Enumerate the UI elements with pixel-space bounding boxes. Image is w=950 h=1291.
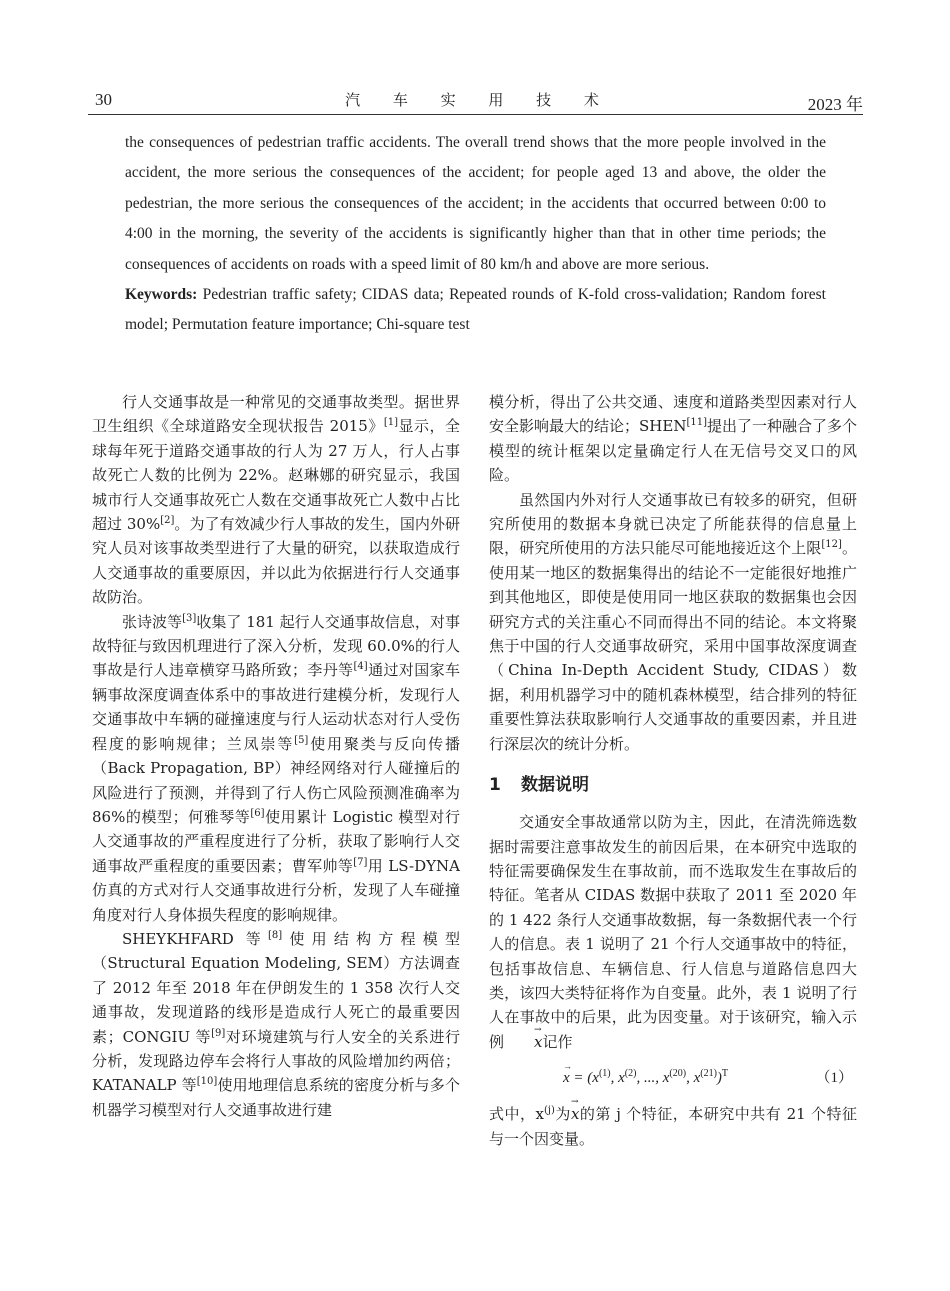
left-column [92, 390, 460, 1122]
header-rule [88, 114, 863, 115]
section-title: 数据说明 [521, 775, 589, 796]
publication-year: 2023 年 [807, 95, 863, 114]
right-column [489, 390, 857, 1151]
section-number: 1 [489, 775, 501, 796]
equation [489, 1054, 857, 1102]
citation: [9] [211, 1027, 226, 1039]
keywords-text: Pedestrian traffic safety; CIDAS data; Repeated rounds of K-fold cross-validation; Random forest model; Permutation feature importance; Chi-square test [125, 286, 826, 334]
keywords [125, 280, 826, 341]
citation: [4] [353, 661, 368, 673]
paragraph: SHEYKHFARD 等[8]使用结构方程模型（Structural Equation Modeling, SEM）方法调查了 2012 年至 2018 年在伊朗发生的 1 358 次行人交通事故，发现道路的线形是造成行人死亡的最重要因素；CONGIU 等[9]对环境建筑与行人安全的关系进行分析，发现路边停车会将行人事故的风险增加约两倍；KATANALP 等[10]使用地理信息系统的密度分析与多个机器学习模型对行人交通事故进行建 [92, 929, 460, 1119]
citation: [7] [353, 856, 368, 868]
citation: [5] [294, 734, 309, 746]
keywords-label: Keywords: [125, 286, 198, 304]
equation-expression: → $x = (x^{(1)}$, $x^{(2)}$, ..., $x^{(20)}$, $x^{(21)})^T$ [563, 1054, 728, 1102]
citation: [1] [383, 417, 399, 429]
paragraph: 模分析，得出了公共交通、速度和道路类型因素对行人安全影响最大的结论；SHEN[11]提出了一种融合了多个模型的统计框架以定量确定行人在无信号交叉口的风险。 [489, 393, 857, 485]
vector-symbol: → x [571, 1102, 579, 1126]
paragraph: 式中，$x^{(j)}$为→ x的第 j 个特征，本研究中共有 21 个特征与一个因变量。 [489, 1102, 857, 1151]
citation: [11] [686, 417, 707, 429]
page-number: 30 [95, 90, 112, 109]
citation: [6] [250, 807, 265, 819]
equation-number: （1） [815, 1070, 853, 1087]
citation: [12] [821, 539, 842, 551]
abstract-text: the consequences of pedestrian traffic accidents. The overall trend shows that the more people involved in the accident, the more serious the consequences of the accident; for people aged 13 and above, the older the pedestrian, the more serious the consequences of the accident; in the accidents that occurred between 0:00 to 4:00 in the morning, the severity of the accidents is significantly higher than that in other time periods; the consequences of accidents on roads with a speed limit of 80 km/h and above are more serious. [125, 134, 826, 273]
citation: [8] [267, 929, 283, 941]
paragraph: 虽然国内外对行人交通事故已有较多的研究，但研究所使用的数据本身就已决定了所能获得的信息量上限，研究所使用的方法只能尽可能地接近这个上限[12]。使用某一地区的数据集得出的结论不一定能很好地推广到其他地区，即使是使用同一地区获取的数据集也会因研究方式的关注重心不同而得出不同的结论。本文将聚焦于中国的行人交通事故研究，采用中国事故深度调查（China In-Depth Accident Study, CIDAS）数据，利用机器学习中的随机森林模型，结合排列的特征重要性算法获取影响行人交通事故的重要因素，并且进行深层次的统计分析。 [489, 490, 857, 753]
journal-title: 汽 车 实 用 技 术 [345, 91, 613, 109]
paragraph: 交通安全事故通常以防为主，因此，在清洗筛选数据时需要注意事故发生的前因后果，在本研究中选取的特征需要确保发生在事故前，而不选取发生在事故后的特征。笔者从 CIDAS 数据中获取了 2011 至 2020 年的 1 422 条行人交通事故数据，每一条数据代表一个行人的信息。表 1 说明了 21 个行人交通事故中的特征，包括事故信息、车辆信息、行人信息与道路信息四大类，该四大类特征将作为自变量。此外，表 1 说明了行人在事故中的后果，此为因变量。对于该研究，输入示例→ x记作 [489, 810, 857, 1054]
english-abstract [125, 128, 826, 341]
paragraph: 行人交通事故是一种常见的交通事故类型。据世界卫生组织《全球道路安全现状报告 2015》[1]显示，全球每年死于道路交通事故的行人为 27 万人，行人占事故死亡人数的比例为 22%。赵琳娜的研究显示，我国城市行人交通事故死亡人数在交通事故死亡人数中占比超过 30%[2]。为了有效减少行人事故的发生，国内外研究人员对该事故类型进行了大量的研究，以获取造成行人交通事故的重要原因，并以此为依据进行行人交通事故防治。 [92, 393, 460, 607]
citation: [2] [160, 515, 175, 527]
citation: [3] [182, 612, 197, 624]
vector-symbol: → x [504, 1030, 542, 1054]
citation: [10] [196, 1076, 218, 1088]
section-heading [489, 772, 857, 798]
paragraph: 张诗波等[3]收集了 181 起行人交通事故信息，对事故特征与致因机理进行了深入分析，发现 60.0%的行人事故是行人违章横穿马路所致；李丹等[4]通过对国家车辆事故深度调查体系中的事故进行建模分析，发现行人交通事故中车辆的碰撞速度与行人运动状态对行人受伤程度的影响规律；兰凤崇等[5]使用聚类与反向传播（Back Propagation, BP）神经网络对行人碰撞后的风险进行了预测，并得到了行人伤亡风险预测准确率为 86%的模型；何雅琴等[6]使用累计 Logistic 模型对行人交通事故的严重程度进行了分析，获取了影响行人交通事故严重程度的重要因素；曹军帅等[7]用 LS-DYNA 仿真的方式对行人交通事故进行分析，发现了人车碰撞角度对行人身体损失程度的影响规律。 [92, 612, 460, 924]
page-header [95, 88, 863, 114]
